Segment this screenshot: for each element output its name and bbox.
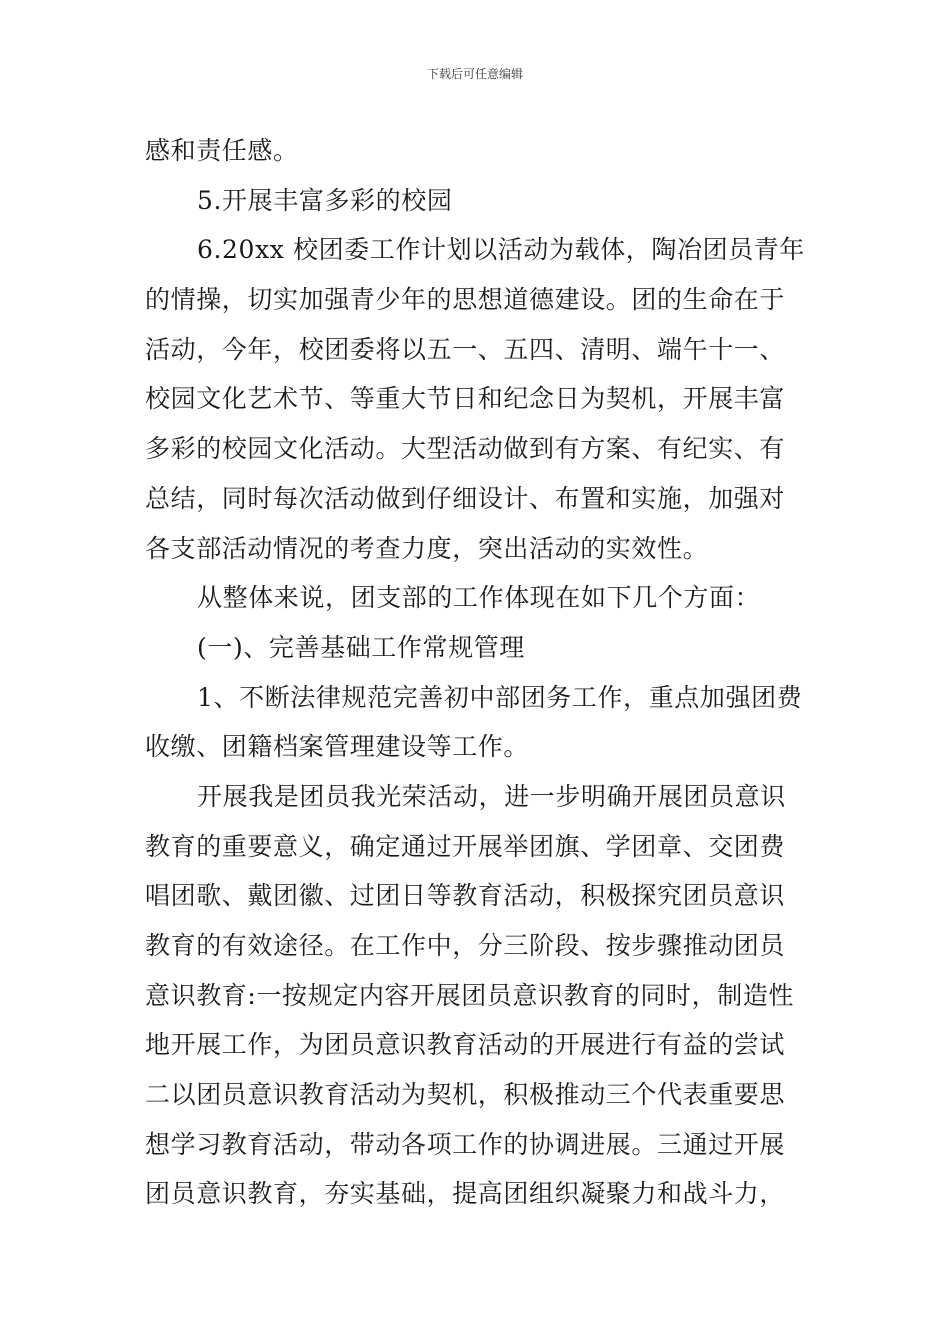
body-line: 意识教育:一按规定内容开展团员意识教育的同时，制造性 [145, 980, 795, 1010]
body-line: 从整体来说，团支部的工作体现在如下几个方面： [197, 583, 761, 613]
body-line: 1、不断法律规范完善初中部团务工作，重点加强团费 [197, 682, 803, 712]
body-line: 团员意识教育，夯实基础，提高团组织凝聚力和战斗力， [145, 1179, 786, 1209]
body-line: 二以团员意识教育活动为契机，积极推动三个代表重要思 [145, 1080, 786, 1110]
body-line: 多彩的校园文化活动。大型活动做到有方案、有纪实、有 [145, 434, 786, 464]
body-line: 各支部活动情况的考查力度，突出活动的实效性。 [145, 533, 709, 563]
body-line: 6.20xx 校团委工作计划以活动为载体，陶冶团员青年 [197, 235, 806, 265]
page-header-note: 下载后可任意编辑 [426, 67, 523, 81]
body-line: 教育的重要意义，确定通过开展举团旗、学团章、交团费 [145, 831, 786, 861]
body-line: 总结，同时每次活动做到仔细设计、布置和实施，加强对 [145, 483, 786, 513]
body-line: 的情操，切实加强青少年的思想道德建设。团的生命在于 [145, 285, 786, 315]
body-line: 活动，今年，校团委将以五一、五四、清明、端午十一、 [145, 334, 786, 364]
body-line: (一)、完善基础工作常规管理 [197, 632, 525, 662]
body-line: 收缴、团籍档案管理建设等工作。 [145, 732, 530, 762]
body-line: 教育的有效途径。在工作中，分三阶段、按步骤推动团员 [145, 931, 786, 960]
body-line: 开展我是团员我光荣活动，进一步明确开展团员意识 [197, 781, 786, 811]
body-line: 地开展工作，为团员意识教育活动的开展进行有益的尝试 [145, 1030, 786, 1060]
body-line: 校园文化艺术节、等重大节日和纪念日为契机，开展丰富 [145, 384, 786, 414]
body-line: 想学习教育活动，带动各项工作的协调进展。三通过开展 [145, 1129, 786, 1159]
body-line: 感和责任感。 [145, 136, 299, 165]
body-line: 5.开展丰富多彩的校园 [197, 185, 453, 215]
body-line: 唱团歌、戴团徽、过团日等教育活动，积极探究团员意识 [145, 881, 786, 911]
document-body [145, 126, 817, 1219]
